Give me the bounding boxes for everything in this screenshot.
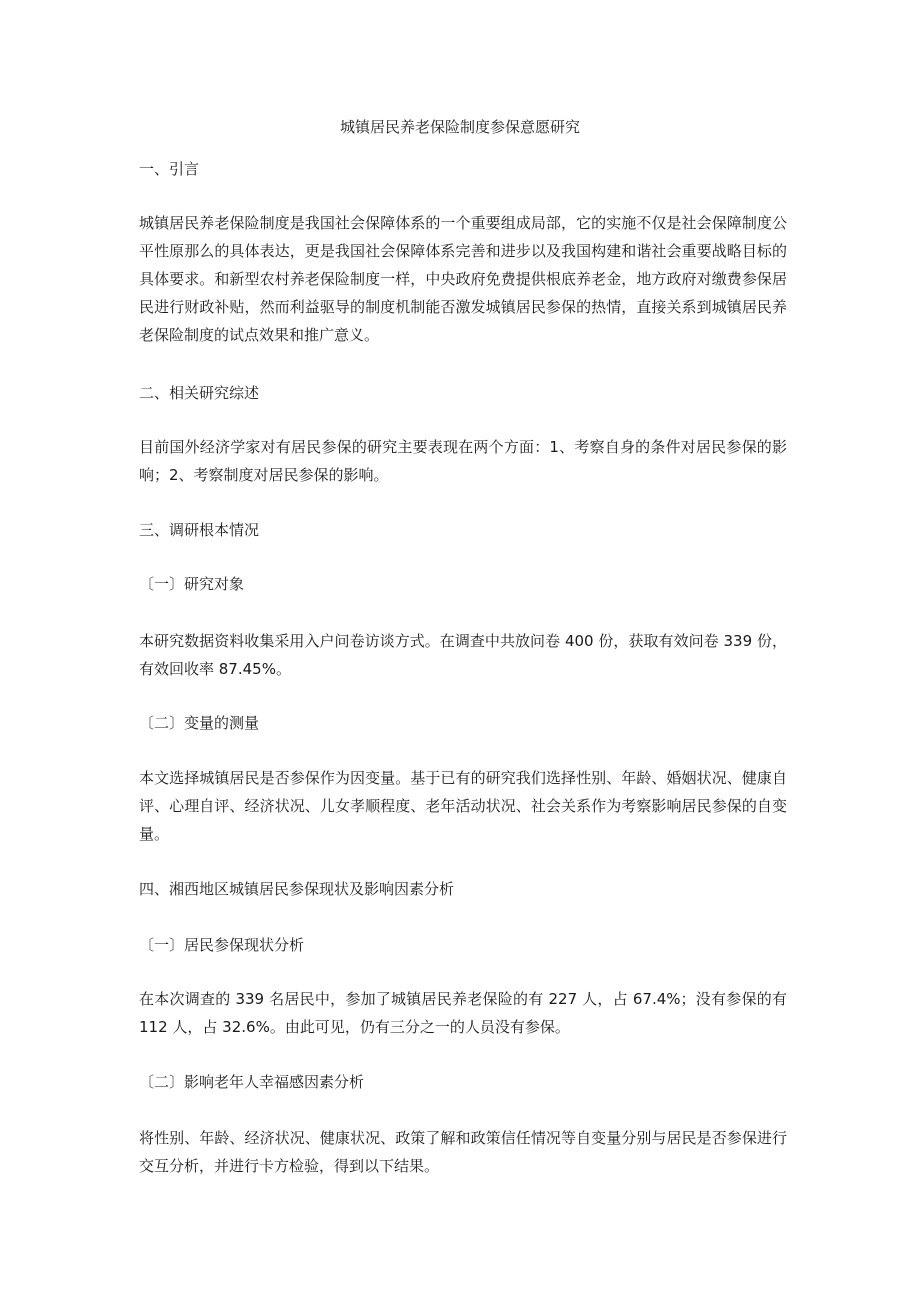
- section-heading-literature-review: 二、相关研究综述: [139, 384, 260, 402]
- section-heading-introduction: 一、引言: [139, 160, 200, 178]
- paragraph-variable-measurement: 本文选择城镇居民是否参保作为因变量。基于已有的研究我们选择性别、年龄、婚姻状况、健康自评、心理自评、经济状况、儿女孝顺程度、老年活动状况、社会关系作为考察影响居民参保的自变量。: [139, 769, 787, 843]
- paragraph-participation-status: 在本次调查的 339 名居民中，参加了城镇居民养老保险的有 227 人，占 67.4%；没有参保的有 112 人，占 32.6%。由此可见，仍有三分之一的人员没有参保。: [139, 990, 787, 1036]
- paragraph-literature-review: 目前国外经济学家对有居民参保的研究主要表现在两个方面：1、考察自身的条件对居民参保的影响；2、考察制度对居民参保的影响。: [139, 438, 787, 484]
- section-heading-survey-basics: 三、调研根本情况: [139, 521, 260, 539]
- paragraph-research-objects: 本研究数据资料收集采用入户问卷访谈方式。在调查中共放问卷 400 份，获取有效问卷 339 份，有效回收率 87.45%。: [139, 632, 787, 678]
- paragraph-influencing-factors: 将性别、年龄、经济状况、健康状况、政策了解和政策信任情况等自变量分别与居民是否参保进行交互分析，并进行卡方检验，得到以下结果。: [139, 1129, 787, 1175]
- subsection-heading-influencing-factors: 〔二〕影响老年人幸福感因素分析: [139, 1073, 365, 1091]
- subsection-heading-participation-status: 〔一〕居民参保现状分析: [139, 936, 305, 954]
- section-heading-xiangxi-analysis: 四、湘西地区城镇居民参保现状及影响因素分析: [139, 880, 455, 898]
- subsection-heading-variable-measurement: 〔二〕变量的测量: [139, 714, 260, 732]
- paragraph-introduction: 城镇居民养老保险制度是我国社会保障体系的一个重要组成局部，它的实施不仅是社会保障制度公平性原那么的具体表达，更是我国社会保障体系完善和进步以及我国构建和谐社会重要战略目标的具体要求。和新型农村养老保险制度一样，中央政府免费提供根底养老金，地方政府对缴费参保居民进行财政补贴，然而利益驱导的制度机制能否激发城镇居民参保的热情，直接关系到城镇居民养老保险制度的试点效果和推广意义。: [139, 214, 787, 344]
- document-title: 城镇居民养老保险制度参保意愿研究: [339, 118, 580, 136]
- subsection-heading-research-objects: 〔一〕研究对象: [139, 575, 245, 593]
